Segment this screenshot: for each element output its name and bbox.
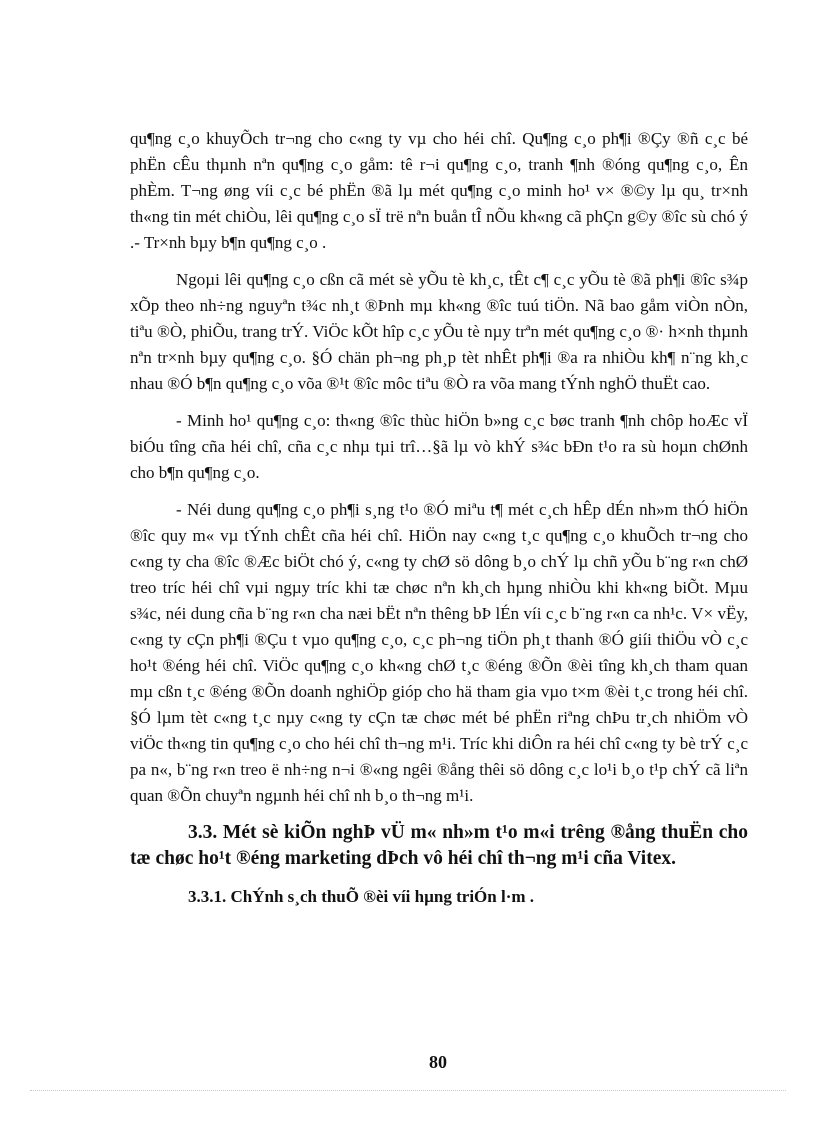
section-heading: 3.3. Mét sè kiÕn nghÞ vÜ m« nh»m t¹o m«i trêng ®ång thuËn cho tæ chøc ho¹t ®éng marketing dÞch vô héi chî th¬ng m¹i cña Vitex. [130,822,748,869]
paragraph-3: - Minh ho¹ qu¶ng c¸o: th«ng ®îc thùc hiÖn b»ng c¸c bøc tranh ¶nh chôp hoÆc vÏ biÓu tîng cña héi chî, cña c¸c nhµ tµi trî…§ã lµ vò khÝ s¾c bÐn t¹o ra sù hoµn chØnh cho b¶n qu¶ng c¸o. [130,411,748,482]
paragraph-2: Ngoµi lêi qu¶ng c¸o cßn cã mét sè yÕu tè kh¸c, tÊt c¶ c¸c yÕu tè ®ã ph¶i ®îc s¾p xÕp theo nh÷ng nguyªn t¾c nh¸t ®Þnh mµ kh«ng ®îc tuú tiÖn. Nã bao gåm viÒn nÒn, tiªu ®Ò, phiÕu, trang trÝ. ViÖc kÕt hîp c¸c yÕu tè nµy trªn mét qu¶ng c¸o ®· h×nh thµnh nªn tr×nh bµy qu¶ng c¸o. §Ó chän ph¬ng ph¸p tèt nhÊt ph¶i ®a ra nhiÒu kh¶ n¨ng kh¸c nhau ®Ó b¶n qu¶ng c¸o võa ®¹t ®îc môc tiªu ®Ò ra võa mang tÝnh nghÖ thuËt cao. [130,270,748,393]
bottom-divider [30,1090,786,1091]
document-body [130,126,748,910]
paragraph-1: qu¶ng c¸o khuyÕch tr¬ng cho c«ng ty vµ cho héi chî. Qu¶ng c¸o ph¶i ®Çy ®ñ c¸c bé phËn cÊu thµnh nªn qu¶ng c¸o gåm: tê r¬i qu¶ng c¸o, tranh ¶nh ®óng qu¶ng c¸o, Ên phÈm. T¬ng øng víi c¸c bé phËn ®ã lµ mét qu¶ng c¸o minh ho¹ v× ®©y lµ qu¸ tr×nh th«ng tin mét chiÒu, lêi qu¶ng c¸o sÏ trë nªn buån tÎ nÕu kh«ng cã phÇn g©y ®îc sù chó ý .- Tr×nh bµy b¶n qu¶ng c¸o . [130,129,748,252]
page-number: 80 [429,1052,447,1072]
subsection-heading: 3.3.1. ChÝnh s¸ch thuÕ ®èi víi hµng triÓn l·m . [188,887,535,906]
paragraph-4: - Néi dung qu¶ng c¸o ph¶i s¸ng t¹o ®Ó miªu t¶ mét c¸ch hÊp dÉn nh»m thÓ hiÖn ®îc quy m« vµ tÝnh chÊt cña héi chî. HiÖn nay c«ng t¸c qu¶ng c¸o khuÕch tr¬ng cho c«ng ty cha ®îc ®Æc biÖt chó ý, c«ng ty chØ sö dông b¸o chÝ lµ chñ yÕu b¨ng r«n chØ treo tríc héi chî vµi ngµy tríc khi tæ chøc nªn kh¸ch hµng nhiÒu khi kh«ng biÕt. Mµu s¾c, néi dung cña b¨ng r«n cha næi bËt nªn thêng bÞ lÉn víi c¸c b¨ng r«n ca nh¹c. V× vËy, c«ng ty cÇn ph¶i ®Çu t vµo qu¶ng c¸o, c¸c ph¬ng tiÖn ph¸t thanh ®Ó giíi thiÖu vÒ c¸c ho¹t ®éng héi chî. ViÖc qu¶ng c¸o kh«ng chØ t¸c ®éng ®Õn ®èi tîng kh¸ch tham quan mµ cßn t¸c ®éng ®Õn doanh nghiÖp gióp cho hä tham gia vµo t×m ®èi t¸c trong héi chî. §Ó lµm tèt c«ng t¸c nµy c«ng ty cÇn tæ chøc mét bé phËn riªng chÞu tr¸ch nhiÖm vÒ viÖc th«ng tin qu¶ng c¸o cho héi chî th¬ng m¹i. Tríc khi diÔn ra héi chî c«ng ty bè trÝ c¸c pa n«, b¨ng r«n treo ë nh÷ng n¬i ®«ng ngêi ®ång thêi sö dông c¸c lo¹i b¸o t¹p chÝ cã liªn quan ®Õn chuyªn ngµnh héi chî nh b¸o th¬ng m¹i. [130,500,748,805]
